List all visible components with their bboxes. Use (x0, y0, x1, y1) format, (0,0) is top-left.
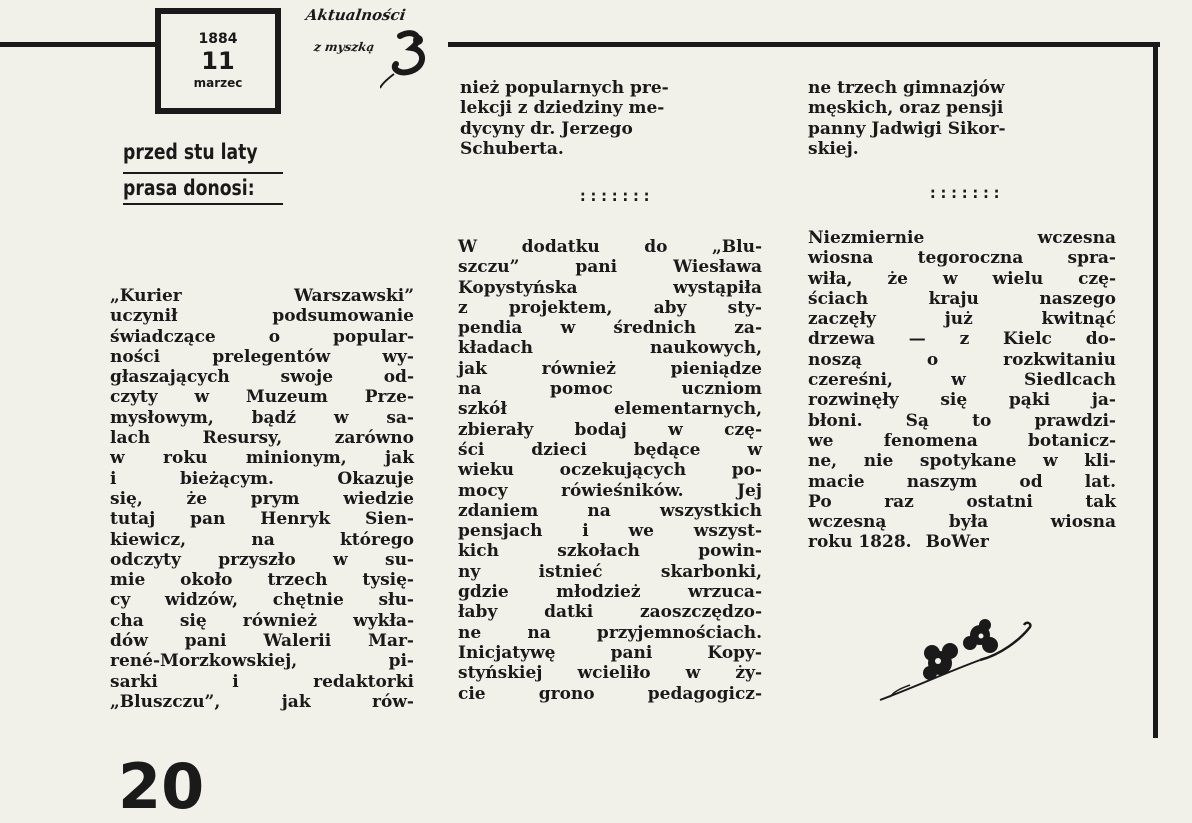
text-line: noszą o rozkwitaniu (808, 349, 1116, 370)
text-line: drzewa — z Kielc do- (808, 329, 1116, 350)
text-line: mie około trzech tysię- (110, 570, 414, 591)
text-line: ne trzech gimnazjów (808, 78, 1005, 98)
text-line: macie naszym od lat. (808, 471, 1116, 492)
text-line: dów pani Walerii Mar- (110, 631, 414, 652)
text-line: jak również pieniądze (458, 358, 762, 379)
text-line: mysłowym, bądź w sa- (110, 407, 414, 428)
text-line: lekcji z dziedziny me- (460, 98, 665, 119)
text-line: ne, nie spotykane w kli- (808, 451, 1116, 472)
text-line: panny Jadwigi Sikor- (808, 118, 1006, 139)
text-line: w roku minionym, jak (110, 448, 414, 469)
text-line: ne na przyjemnościach. (458, 622, 762, 643)
text-line: szkół elementarnych, (458, 399, 762, 420)
text-line: tutaj pan Henryk Sien- (110, 509, 414, 530)
text-line: ściach kraju naszego (808, 288, 1116, 309)
text-line: męskich, oraz pensji (808, 98, 1004, 119)
text-line: zaczęły już kwitnąć (808, 309, 1116, 330)
section-title-line-1: przed stu laty (123, 140, 258, 164)
text-line: cha się również wykła- (110, 610, 414, 631)
text-line: łaby datki zaoszczędzo- (458, 602, 762, 623)
heading-underline-2 (123, 203, 283, 205)
text-line: zdaniem na wszystkich (458, 500, 762, 521)
text-line: sarki i redaktorki (110, 671, 414, 692)
text-line: czyty w Muzeum Prze- (110, 387, 414, 408)
text-line: głaszających swoje od- (110, 367, 414, 388)
text-line: z projektem, aby sty- (458, 297, 762, 318)
article-column-2-top (460, 78, 762, 159)
text-line: rozwinęły się pąki ja- (808, 390, 1116, 411)
author-signature: BoWer (925, 532, 989, 553)
text-line: W dodatku do „Blu- (458, 237, 762, 257)
text-line: mocy rówieśników. Jej (458, 480, 762, 501)
text-line: ności prelegentów wy- (110, 346, 414, 367)
right-rule (1153, 42, 1158, 738)
text-line: rené-Morzkowskiej, pi- (110, 651, 414, 672)
text-line: „Bluszczu”, jak rów- (110, 691, 414, 712)
section-logo (300, 2, 445, 94)
text-line: roku 1828. BoWer (808, 532, 989, 553)
heading-underline-1 (123, 172, 283, 174)
text-line: odczyty przyszło w su- (110, 549, 414, 570)
top-rule-left (0, 42, 158, 47)
text-line: kiewicz, na którego (110, 529, 414, 550)
text-line: Niezmiernie wczesna (808, 228, 1116, 248)
date-month: marzec (193, 76, 243, 90)
flower-branch-illustration (870, 615, 1040, 710)
text-line: świadczące o popular- (110, 326, 414, 347)
text-line: Po raz ostatni tak (808, 491, 1116, 512)
logo-line-2: z myszką (313, 40, 376, 54)
text-line: pendia w średnich za- (458, 318, 762, 339)
section-title-line-2: prasa donosi: (123, 176, 255, 200)
text-line: wiła, że w wielu czę- (808, 268, 1116, 289)
separator-2: ::::::: (928, 183, 1003, 202)
text-line: Schuberta. (460, 138, 564, 159)
page-number: 20 (118, 750, 205, 823)
text-line: we fenomena botanicz- (808, 430, 1116, 451)
article-column-3-top (808, 78, 1116, 159)
text-line: i bieżącym. Okazuje (110, 468, 414, 489)
separator-1: ::::::: (578, 186, 653, 205)
text-line: uczynił podsumowanie (110, 306, 414, 327)
text-line: wczesną była wiosna (808, 512, 1116, 533)
date-year: 1884 (198, 31, 238, 47)
article-column-2-bottom (458, 237, 762, 704)
article-column-3-bottom (808, 228, 1116, 553)
top-rule-right (448, 42, 1160, 47)
text-line: Inicjatywę pani Kopy- (458, 642, 762, 663)
text-line: szczu” pani Wiesława (458, 257, 762, 278)
text-line: kich szkołach powin- (458, 541, 762, 562)
article-column-1 (110, 286, 414, 712)
text-line: ści dzieci będące w (458, 439, 762, 460)
text-line: się, że prym wiedzie (110, 488, 414, 509)
text-line: na pomoc uczniom (458, 379, 762, 400)
logo-line-1: Aktualności (304, 6, 407, 24)
text-line: Kopystyńska wystąpiła (458, 277, 762, 298)
text-line: nież popularnych pre- (460, 78, 669, 98)
text-line: skiej. (808, 138, 859, 159)
text-line: dycyny dr. Jerzego (460, 118, 633, 139)
text-line: cie grono pedagogicz- (458, 683, 762, 704)
text-line: cy widzów, chętnie słu- (110, 590, 414, 611)
text-line: styńskiej wcieliło w ży- (458, 663, 762, 684)
text-line: „Kurier Warszawski” (110, 286, 414, 306)
text-line: zbierały bodaj w czę- (458, 419, 762, 440)
text-line: błoni. Są to prawdzi- (808, 410, 1116, 431)
text-line: gdzie młodzież wrzuca- (458, 582, 762, 603)
text-line: czereśni, w Siedlcach (808, 370, 1116, 391)
text-line: ny istnieć skarbonki, (458, 561, 762, 582)
text-line: pensjach i we wszyst- (458, 521, 762, 542)
date-box (155, 8, 281, 114)
text-line: lach Resursy, zarówno (110, 428, 414, 449)
text-line: kładach naukowych, (458, 338, 762, 359)
date-day: 11 (201, 47, 235, 75)
mouse-icon (380, 28, 440, 90)
text-line: wiosna tegoroczna spra- (808, 248, 1116, 269)
text-line: wieku oczekujących po- (458, 460, 762, 481)
